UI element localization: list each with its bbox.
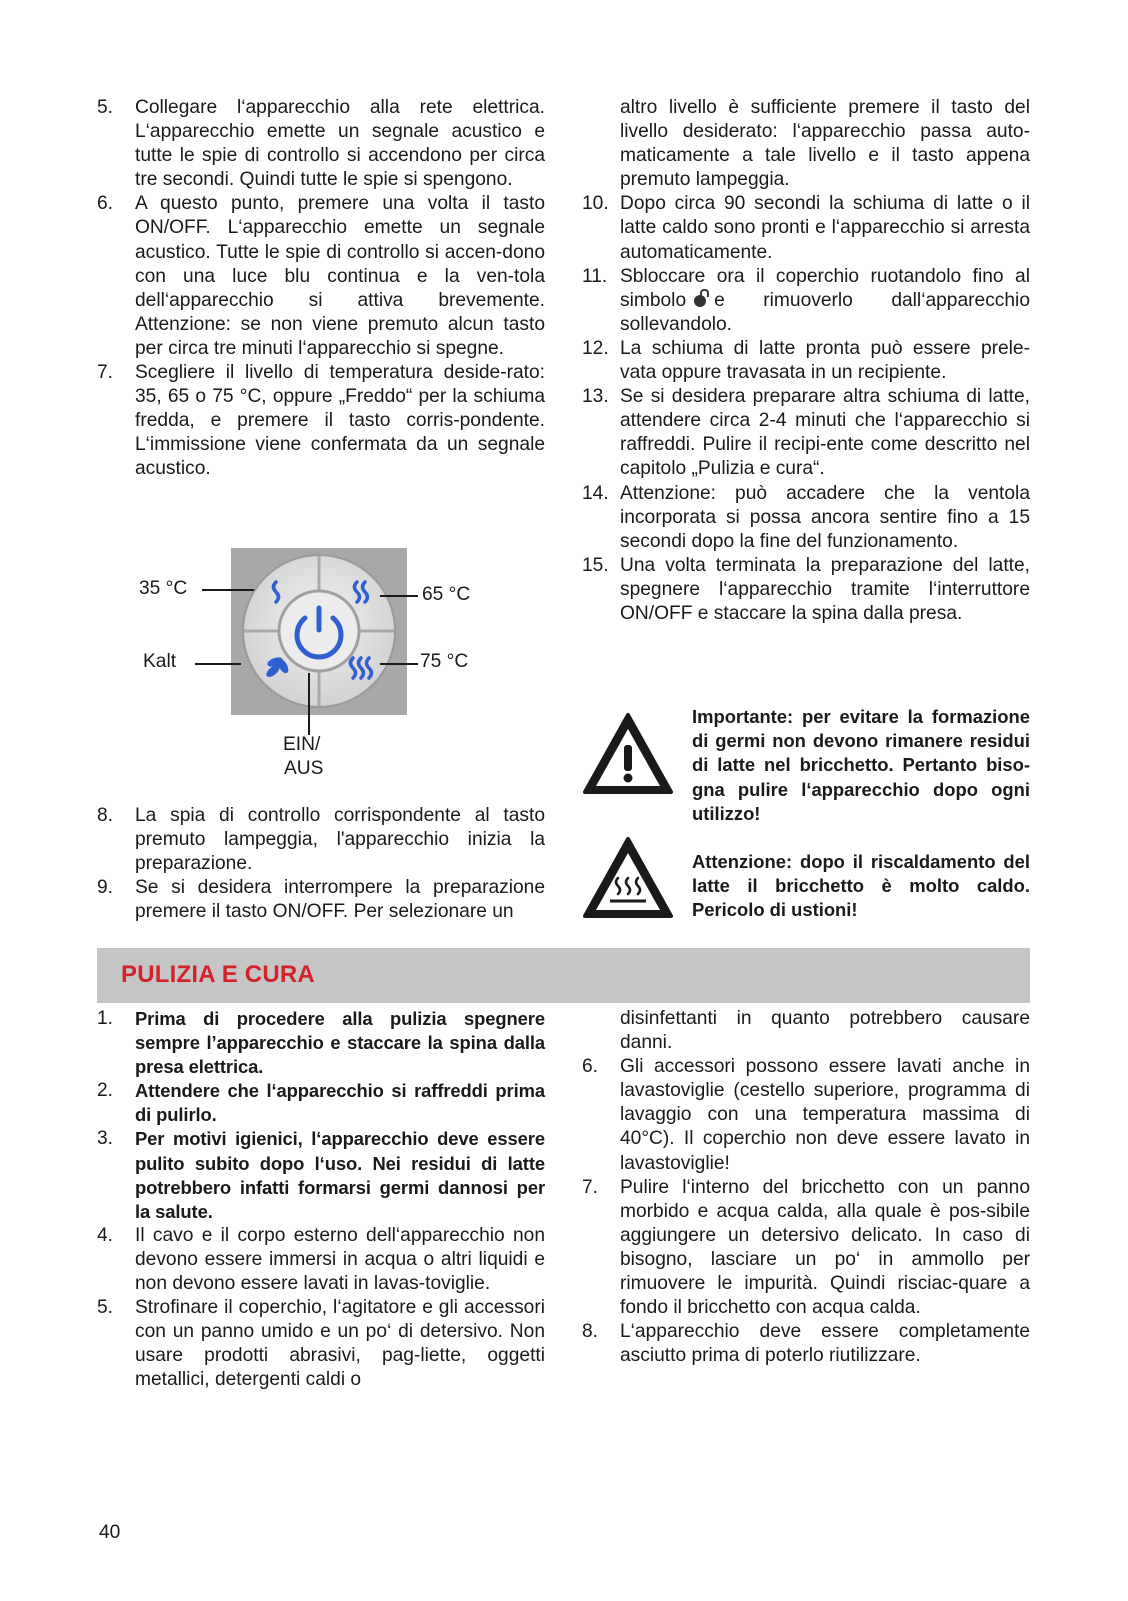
list-item-10	[582, 192, 1030, 264]
item-number: 15.	[582, 554, 609, 576]
instructions-left-column-lower	[97, 804, 545, 924]
care-item-8	[582, 1320, 1030, 1368]
item-number: 5.	[97, 1297, 114, 1319]
item-number: 12.	[582, 337, 609, 359]
list-item-5	[97, 96, 545, 192]
section-title: PULIZIA E CURA	[121, 961, 315, 988]
item-number: 9.	[97, 877, 114, 899]
leader-line-75	[380, 663, 418, 665]
item-number: 3.	[97, 1128, 113, 1150]
list-item-9	[97, 876, 545, 924]
leader-line-35	[202, 589, 254, 591]
item-number: 7.	[97, 362, 114, 384]
item-text: Una volta terminata la preparazione del latte, spegnere l‘apparecchio tramite l‘interruttore ON/OFF e staccare la spina dalla presa.	[620, 554, 1030, 624]
item-text: Gli accessori possono essere lavati anche in lavastoviglie (cestello superiore, programma di lavaggio con una temperatura massima di 40°C). Il coperchio non deve essere lavato in lavastoviglie!	[620, 1056, 1030, 1174]
leader-line-power	[308, 673, 310, 735]
page-number: 40	[99, 1522, 121, 1543]
item-text: Se si desidera preparare altra schiuma di latte, attendere circa 2-4 minuti che l‘apparecchio si raffreddi. Pulire il recipi-ente come descritto nel capitolo „Pulizia e cura“.	[620, 386, 1030, 480]
label-kalt: Kalt	[143, 651, 177, 672]
label-aus: AUS	[284, 758, 324, 779]
item-number: 2.	[97, 1080, 113, 1102]
warning-block-hot	[582, 836, 1030, 926]
list-item-11	[582, 265, 1030, 337]
continuation-text: altro livello è sufficiente premere il tasto del livello desiderato: l‘apparecchio passa auto-maticamente a tale livello e il tasto appena premuto lampeggia.	[620, 97, 1030, 191]
list-item-12	[582, 337, 1030, 385]
list-item-15	[582, 554, 1030, 626]
item-text: Strofinare il coperchio, l‘agitatore e gli accessori con un panno umido e un po‘ di detersivo. Non usare prodotti abrasivi, pag-liette, oggetti metallici, detergenti caldi o	[135, 1297, 545, 1391]
warning-block-germs	[582, 700, 1030, 824]
leader-line-65	[380, 595, 418, 597]
item-text-before-symbol: Sbloccare ora il coperchio ruotandolo fino al simbolo	[620, 265, 1030, 311]
hot-surface-icon	[582, 836, 674, 920]
label-65-degrees: 65 °C	[422, 584, 471, 605]
item-number: 10.	[582, 193, 609, 215]
control-panel-photo	[231, 548, 407, 715]
item-number: 14.	[582, 482, 609, 504]
item-text: A questo punto, premere una volta il tasto ON/OFF. L‘apparecchio emette un segnale acustico. Tutte le spie di controllo si accen-dono con una luce blu continua e la ven-tola dell‘apparecchio si attiva brevemente. Attenzione: se non viene premuto alcun tasto per circa tre minuti l‘apparecchio si spegne.	[135, 193, 545, 359]
item-number: 5.	[97, 97, 114, 118]
unlock-symbol-icon	[694, 295, 706, 307]
item-text: Se si desidera interrompere la preparazione premere il tasto ON/OFF. Per selezionare un	[135, 877, 545, 923]
instructions-right-column	[582, 96, 1030, 626]
instructions-left-column	[97, 96, 545, 482]
care-left-column	[97, 1007, 545, 1393]
item-text: Scegliere il livello di temperatura deside-rato: 35, 65 o 75 °C, oppure „Freddo“ per la schiuma fredda, e premere il tasto corris-pondente. L‘immissione viene confermata da un segnale acustico.	[135, 362, 545, 480]
label-75-degrees: 75 °C	[420, 651, 469, 672]
item-text: L‘apparecchio deve essere completamente asciutto prima di poterlo riutilizzare.	[620, 1321, 1030, 1367]
care-item-7	[582, 1176, 1030, 1321]
control-panel-figure	[97, 548, 545, 788]
item-text	[620, 265, 1030, 337]
item-number: 11.	[582, 265, 608, 287]
item-text: Per motivi igienici, l‘apparecchio deve essere pulito subito dopo l‘uso. Nei residui di latte potrebbero infatti formarsi germi dannosi per la salute.	[135, 1128, 545, 1222]
item-text: Collegare l‘apparecchio alla rete elettrica. L‘apparecchio emette un segnale acustico e tutte le spie di controllo si accendono per circa tre secondi. Quindi tutte le spie si spengono.	[135, 97, 545, 191]
leader-line-kalt	[195, 663, 241, 665]
care-item-4	[97, 1224, 545, 1296]
item-number: 7.	[582, 1176, 599, 1198]
label-ein: EIN/	[283, 734, 321, 755]
care-item-6	[582, 1055, 1030, 1175]
item-text: La spia di controllo corrispondente al tasto premuto lampeggia, l'apparecchio inizia la preparazione.	[135, 805, 545, 875]
list-item-14	[582, 482, 1030, 554]
item-number: 8.	[582, 1321, 599, 1343]
item-number: 4.	[97, 1224, 114, 1246]
section-header-bar	[97, 948, 1030, 1003]
label-35-degrees: 35 °C	[139, 578, 188, 599]
warning-text-hot: Attenzione: dopo il riscaldamento del latte il bricchetto è molto caldo. Pericolo di ustioni!	[692, 851, 1030, 921]
warning-text-germs: Importante: per evitare la formazione di germi non devono rimanere residui di latte nel bricchetto. Pertanto biso-gna pulire l‘apparecchio dopo ogni utilizzo!	[692, 706, 1030, 824]
list-item-6	[97, 192, 545, 361]
list-item-8	[97, 804, 545, 876]
care-item-1	[97, 1007, 545, 1079]
item-text-after-symbol: e rimuoverlo dall‘apparecchio sollevandolo.	[620, 289, 1030, 335]
item-text: La schiuma di latte pronta può essere prele-vata oppure travasata in un recipiente.	[620, 337, 1030, 384]
list-item-13	[582, 385, 1030, 481]
item-text: Il cavo e il corpo esterno dell‘apparecchio non devono essere immersi in acqua o altri liquidi e non devono essere lavati in lavas-toviglie.	[135, 1224, 545, 1295]
care-item-5	[97, 1296, 545, 1392]
item-number: 6.	[97, 193, 114, 215]
item-text: Pulire l‘interno del bricchetto con un panno morbido e acqua calda, alla quale è pos-sibile aggiungere un detersivo delicato. In caso di bisogno, lasciare un po‘ in ammollo per rimuovere le impurità. Quindi risciac-quare a fondo il bricchetto con acqua calda.	[620, 1176, 1030, 1319]
care-item-2	[97, 1079, 545, 1127]
control-panel-buttons	[231, 548, 407, 715]
item-number: 1.	[97, 1008, 113, 1029]
item-number: 13.	[582, 386, 609, 408]
item-number: 6.	[582, 1056, 599, 1078]
care-item-3	[97, 1127, 545, 1223]
item-text: Dopo circa 90 secondi la schiuma di latte o il latte caldo sono pronti e l‘apparecchio si arresta automaticamente.	[620, 193, 1030, 263]
item-text: Prima di procedere alla pulizia spegnere sempre l’apparecchio e staccare la spina dalla presa elettrica.	[135, 1008, 545, 1078]
item-number: 8.	[97, 805, 114, 826]
item-text: Attenzione: può accadere che la ventola incorporata si possa ancora sentire fino a 15 secondi dopo la fine del funzionamento.	[620, 482, 1030, 552]
care-right-column	[582, 1007, 1030, 1368]
warning-exclamation-icon	[582, 712, 674, 796]
list-item-7	[97, 361, 545, 481]
item-text: Attendere che l‘apparecchio si raffreddi prima di pulirlo.	[135, 1080, 545, 1126]
continuation-text: disinfettanti in quanto potrebbero causare danni.	[620, 1008, 1030, 1054]
